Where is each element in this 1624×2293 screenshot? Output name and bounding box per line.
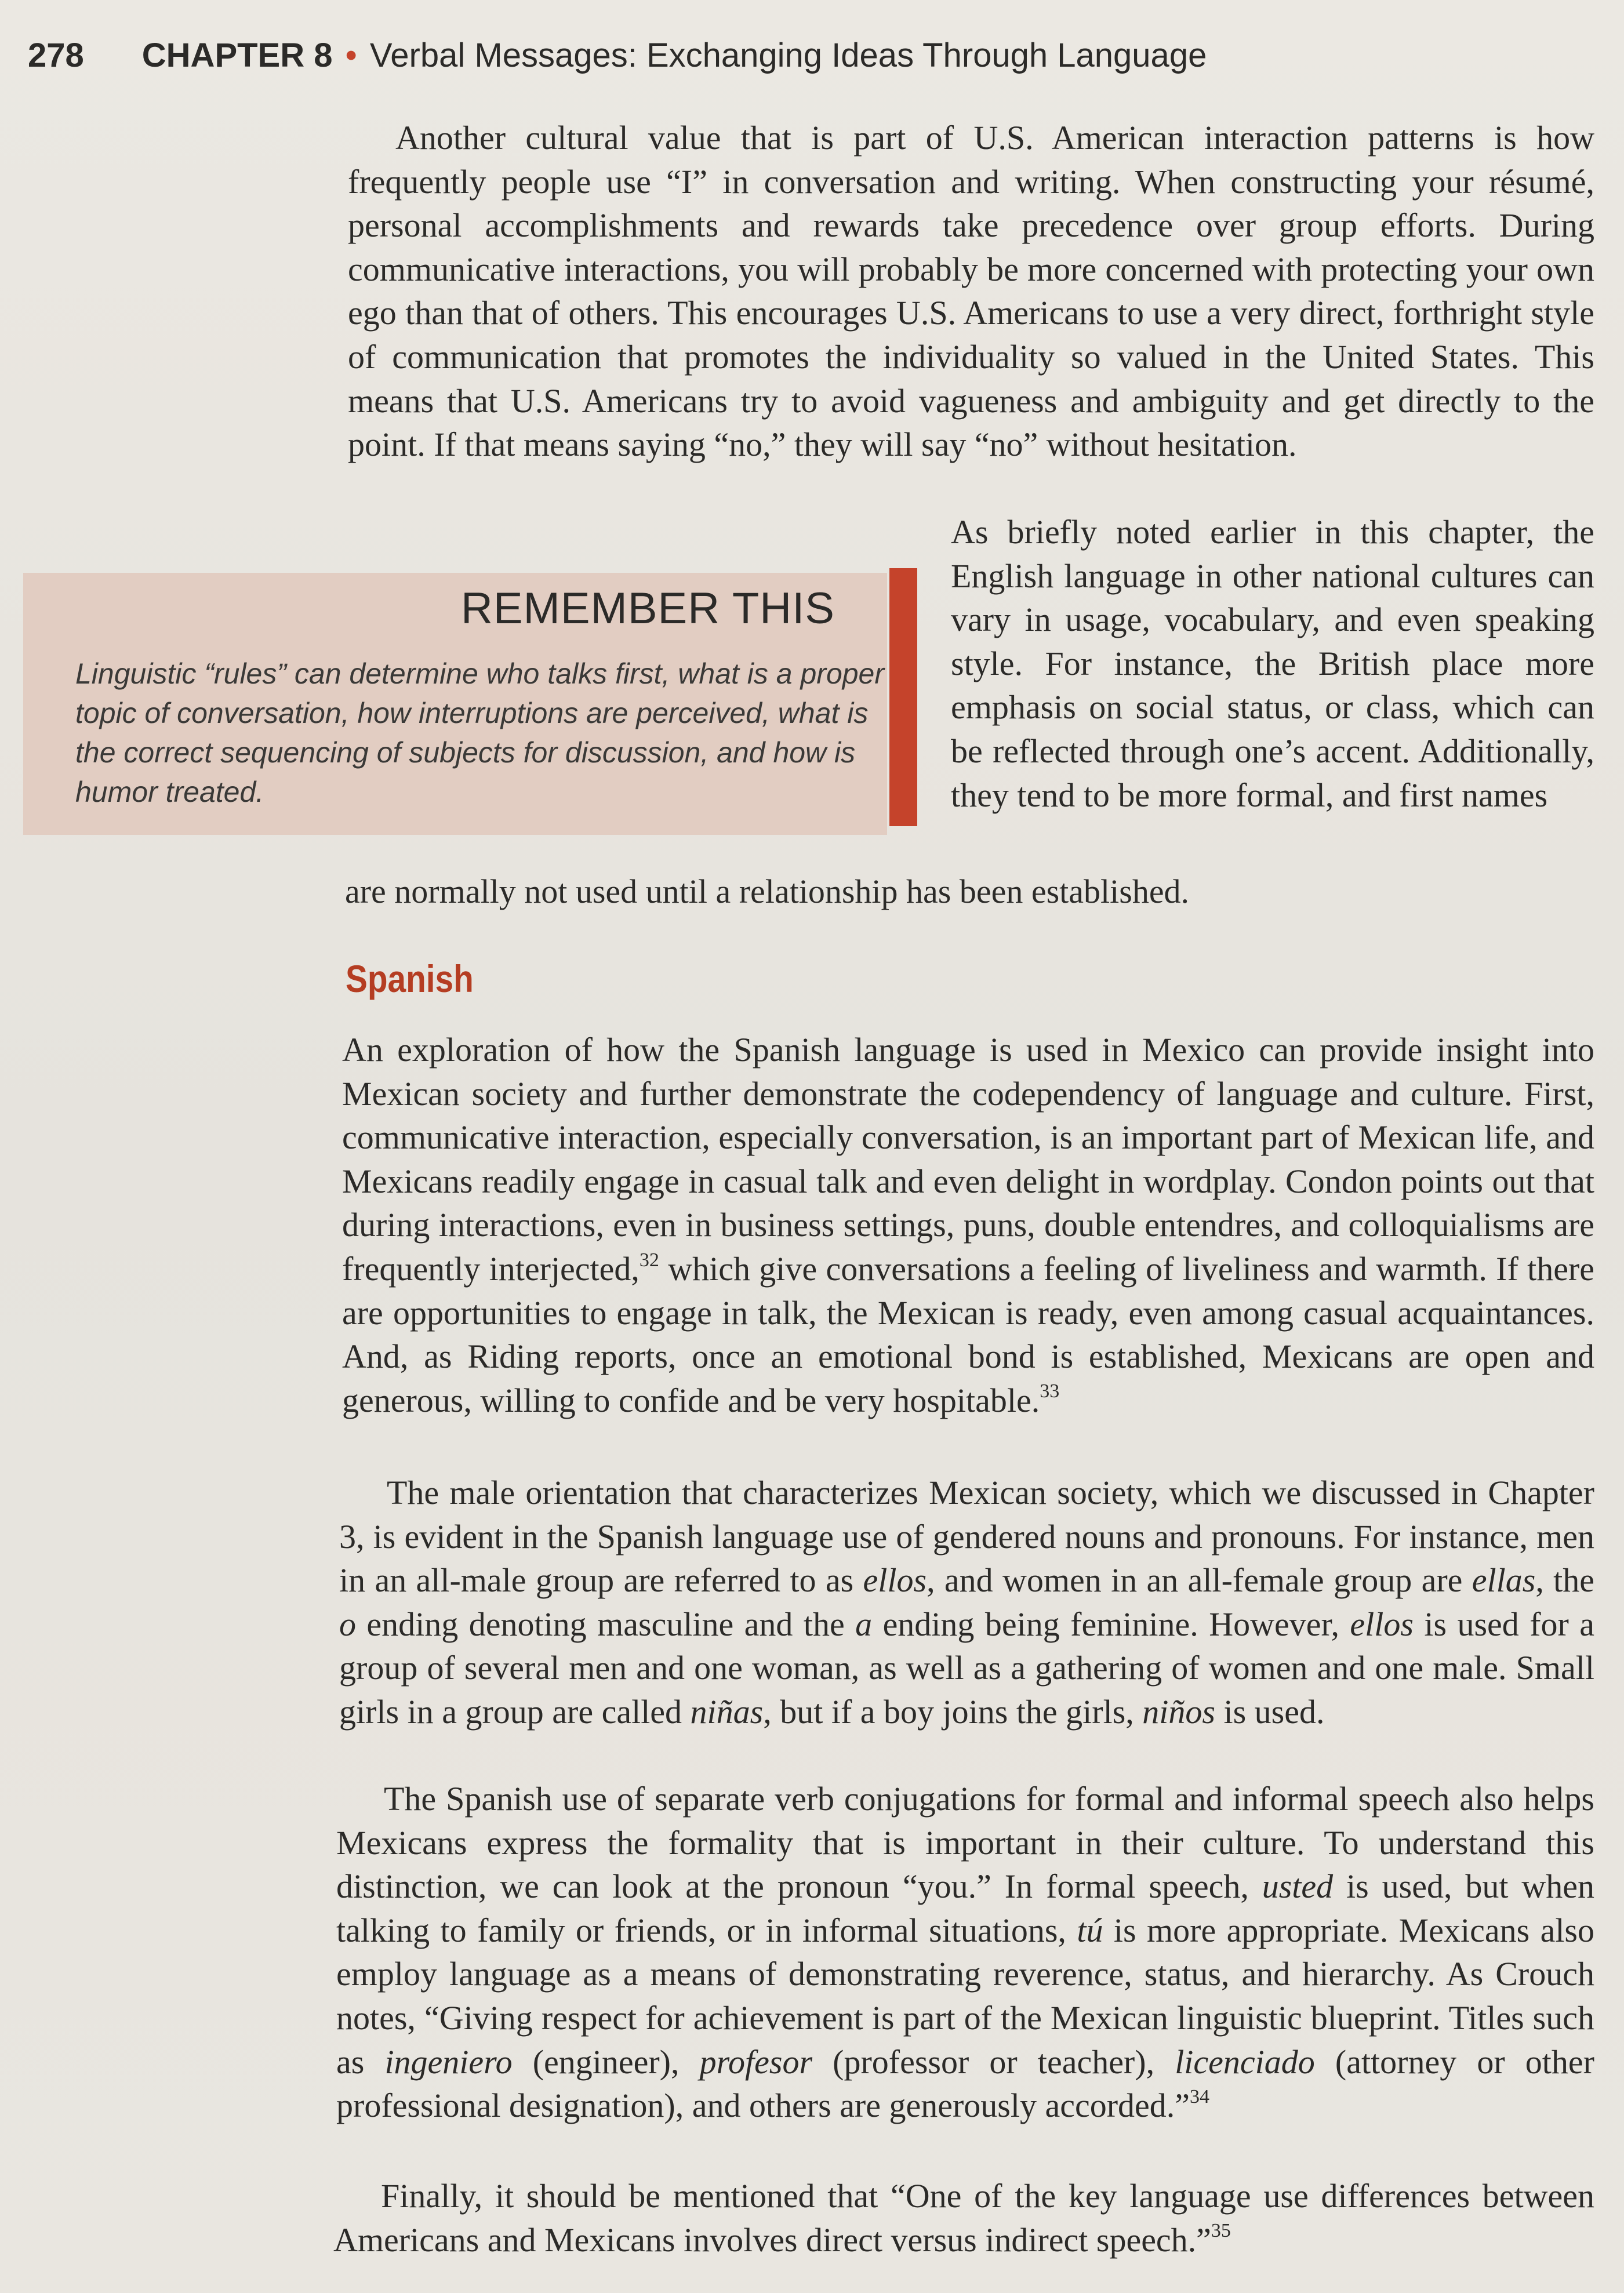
footnote-ref: 33 xyxy=(1040,1380,1060,1402)
paragraph-english-continued: are normally not used until a relationship has been established. xyxy=(345,873,1190,910)
paragraph-gendered-nouns xyxy=(339,1471,1594,1734)
callout-body: Linguistic “rules” can determine who talks first, what is a proper topic of conversation, how interruptions are perceived, what is the correct sequencing of subjects for discussion, and how is humor treated. xyxy=(75,657,885,808)
text-run: which give conversations a feeling of liveliness and warmth. If there are opportunities to engage in talk, the Mexican is ready, even among casual acquaintances. And, as Riding reports, once an emotional bond is established, Mexicans are open and generous, willing to confide and be very hospitable. xyxy=(342,1249,1594,1419)
text-run: Finally, it should be mentioned that “One of the key language use differences between Americans and Mexicans involves direct versus indirect speech.” xyxy=(333,2177,1594,2259)
running-header xyxy=(28,36,1207,82)
term: ellos xyxy=(863,1561,927,1600)
term: usted xyxy=(1262,1867,1334,1906)
paragraph-individualism: Another cultural value that is part of U.S. American interaction patterns is how frequently people use “I” in conversation and writing. When constructing your résumé, personal accomplishments and rewards take precedence over group efforts. During communicative interactions, you will probably be more concerned with protecting your own ego than that of others. This encourages U.S. Americans to use a very direct, forthright style of communication that promotes the individuality so valued in the United States. This means that U.S. Americans try to avoid vagueness and ambiguity and get directly to the point. If that means saying “no,” they will say “no” without hesitation. xyxy=(348,119,1594,464)
text-run: An exploration of how the Spanish language is used in Mexico can provide insight into Mexican society and further demonstrate the codependency of language and culture. First, communicative interaction, especially conversation, is an important part of Mexican life, and Mexicans readily engage in casual talk and even delight in wordplay. Condon points out that during interactions, even in business settings, puns, double entendres, and colloquialisms are frequently interjected, xyxy=(342,1031,1594,1288)
text-run: The male orientation that characterizes Mexican society, which we discussed in Chapter 3, is evident in the Spanish language use of gendered nouns and pronouns. For instance, men in an all-male group are referred to as xyxy=(339,1474,1594,1600)
text-run: (professor or teacher), xyxy=(812,2043,1175,2081)
footnote-ref: 34 xyxy=(1190,2085,1210,2107)
term: niñas xyxy=(690,1692,764,1731)
term: a xyxy=(855,1605,873,1643)
remember-this-callout xyxy=(23,573,887,835)
bullet-icon: • xyxy=(345,37,357,74)
footnote-ref: 35 xyxy=(1211,2220,1231,2242)
text-run: is used for a group of several men and one woman, as well as a gathering of women and one male. Small girls in a group are called xyxy=(339,1605,1595,1731)
text-run: is used, but when talking to family or friends, or in informal situations, xyxy=(336,1867,1594,1949)
chapter-label: CHAPTER 8 xyxy=(141,37,333,74)
section-heading-spanish: Spanish xyxy=(346,957,474,1000)
term: profesor xyxy=(699,2043,813,2081)
paragraph-direct-indirect xyxy=(333,2174,1594,2262)
text-run: ending denoting masculine and the xyxy=(356,1605,856,1643)
text-run: The Spanish use of separate verb conjugations for formal and informal speech also helps Mexicans express the formality that is important in their culture. To understand this distinction, we can look at the pronoun “you.” In formal speech, xyxy=(336,1780,1594,1906)
text-run: , but if a boy joins the girls, xyxy=(763,1692,1143,1731)
term: ellos xyxy=(1350,1605,1414,1643)
term: ellas xyxy=(1472,1561,1536,1600)
callout-title: REMEMBER THIS xyxy=(460,584,835,633)
text-run: (attorney or other professional designation), and others are generously accorded.” xyxy=(336,2043,1594,2125)
text-run: is used. xyxy=(1215,1692,1325,1731)
text-run: (engineer), xyxy=(512,2043,700,2081)
footnote-ref: 32 xyxy=(639,1249,659,1271)
paragraph-formality xyxy=(336,1777,1594,2128)
page-number: 278 xyxy=(28,37,84,74)
text-run: is more appropriate. Mexicans also employ language as a means of demonstrating reverence, status, and hierarchy. As Crouch notes, “Giving respect for achievement is part of the Mexican linguistic blueprint. Titles such as xyxy=(336,1911,1595,2081)
paragraph-spanish-mexico xyxy=(342,1028,1594,1422)
callout-accent-bar xyxy=(889,568,917,826)
text-run: , and women in an all-female group are xyxy=(927,1561,1472,1600)
text-run: , the xyxy=(1535,1561,1595,1600)
chapter-title: Verbal Messages: Exchanging Ideas Through Language xyxy=(369,37,1207,74)
term: licenciado xyxy=(1175,2043,1315,2081)
term: ingeniero xyxy=(384,2043,513,2081)
text-run: ending being feminine. However, xyxy=(872,1605,1350,1643)
term: niños xyxy=(1142,1692,1215,1731)
term: tú xyxy=(1077,1911,1103,1949)
term: o xyxy=(339,1605,356,1643)
paragraph-english-variations: As briefly noted earlier in this chapter, the English language in other national cultures can vary in usage, vocabulary, and even speaking style. For instance, the British place more emphasis on social status, or class, which can be reflected through one’s accent. Additionally, they tend to be more formal, and first names xyxy=(951,513,1594,814)
